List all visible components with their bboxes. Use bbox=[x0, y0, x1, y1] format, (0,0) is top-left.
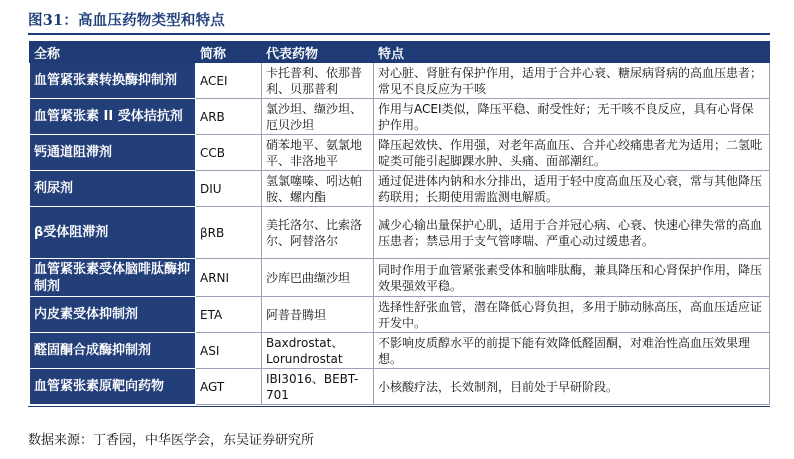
table-row bbox=[30, 135, 770, 171]
row-drugs: IBI3016、BEBT-701 bbox=[262, 369, 374, 405]
row-abbr: ETA bbox=[196, 297, 262, 333]
table-row bbox=[30, 171, 770, 207]
row-features: 选择性舒张血管，潜在降低心肾负担，多用于肺动脉高压，高血压适应证开发中。 bbox=[374, 297, 770, 333]
row-name: 利尿剂 bbox=[30, 171, 196, 207]
row-abbr: ASI bbox=[196, 333, 262, 369]
row-name: 血管紧张素 II 受体拮抗剂 bbox=[30, 99, 196, 135]
row-features: 小核酸疗法，长效制剂，目前处于早研阶段。 bbox=[374, 369, 770, 405]
row-abbr: ARB bbox=[196, 99, 262, 135]
row-drugs: 氢氯噻嗪、吲达帕胺、螺内酯 bbox=[262, 171, 374, 207]
row-drugs: 卡托普利、依那普利、贝那普利 bbox=[262, 63, 374, 99]
header-features: 特点 bbox=[374, 42, 770, 63]
row-drugs: 美托洛尔、比索洛尔、阿替洛尔 bbox=[262, 207, 374, 259]
table-header-row bbox=[30, 42, 770, 63]
row-abbr: AGT bbox=[196, 369, 262, 405]
table-row bbox=[30, 99, 770, 135]
table-row bbox=[30, 369, 770, 405]
row-name: 醛固酮合成酶抑制剂 bbox=[30, 333, 196, 369]
row-features: 作用与ACEI类似，降压平稳、耐受性好；无干咳不良反应，具有心肾保护作用。 bbox=[374, 99, 770, 135]
table-row bbox=[30, 259, 770, 297]
row-abbr: CCB bbox=[196, 135, 262, 171]
table-row bbox=[30, 63, 770, 99]
row-features: 通过促进体内钠和水分排出，适用于轻中度高血压及心衰，常与其他降压药联用；长期使用需监测电解质。 bbox=[374, 171, 770, 207]
row-abbr: βRB bbox=[196, 207, 262, 259]
row-abbr: ACEI bbox=[196, 63, 262, 99]
row-name: 钙通道阻滞剂 bbox=[30, 135, 196, 171]
header-full-name: 全称 bbox=[30, 42, 196, 63]
source-note: 数据来源：丁香园，中华医学会，东吴证券研究所 bbox=[28, 433, 315, 448]
row-features: 同时作用于血管紧张素受体和脑啡肽酶，兼具降压和心肾保护作用，降压效果强效平稳。 bbox=[374, 259, 770, 297]
table-row bbox=[30, 333, 770, 369]
row-drugs: 氯沙坦、缬沙坦、厄贝沙坦 bbox=[262, 99, 374, 135]
top-rule bbox=[28, 33, 770, 35]
row-abbr: DIU bbox=[196, 171, 262, 207]
row-drugs: 阿普昔腾坦 bbox=[262, 297, 374, 333]
row-features: 降压起效快、作用强，对老年高血压、合并心绞痛患者尤为适用；二氢吡啶类可能引起脚踝水肿、头痛、面部潮红。 bbox=[374, 135, 770, 171]
row-name: 内皮素受体抑制剂 bbox=[30, 297, 196, 333]
row-drugs: 硝苯地平、氨氯地平、非洛地平 bbox=[262, 135, 374, 171]
row-drugs: 沙库巴曲缬沙坦 bbox=[262, 259, 374, 297]
row-drugs: Baxdrostat、Lorundrostat bbox=[262, 333, 374, 369]
row-name: 血管紧张素受体脑啡肽酶抑制剂 bbox=[30, 259, 196, 297]
row-name: 血管紧张素转换酶抑制剂 bbox=[30, 63, 196, 99]
row-abbr: ARNI bbox=[196, 259, 262, 297]
row-features: 不影响皮质醇水平的前提下能有效降低醛固酮，对难治性高血压效果理想。 bbox=[374, 333, 770, 369]
row-name: β受体阻滞剂 bbox=[30, 207, 196, 259]
figure-title: 图31：高血压药物类型和特点 bbox=[28, 12, 225, 29]
drug-table bbox=[29, 41, 770, 405]
row-name: 血管紧张素原靶向药物 bbox=[30, 369, 196, 405]
row-features: 减少心输出量保护心肌，适用于合并冠心病、心衰、快速心律失常的高血压患者；禁忌用于支气管哮喘、严重心动过缓患者。 bbox=[374, 207, 770, 259]
table-row bbox=[30, 207, 770, 259]
bottom-rule bbox=[28, 406, 770, 407]
header-abbr: 简称 bbox=[196, 42, 262, 63]
table-row bbox=[30, 297, 770, 333]
header-drugs: 代表药物 bbox=[262, 42, 374, 63]
row-features: 对心脏、肾脏有保护作用，适用于合并心衰、糖尿病肾病的高血压患者；常见不良反应为干咳 bbox=[374, 63, 770, 99]
